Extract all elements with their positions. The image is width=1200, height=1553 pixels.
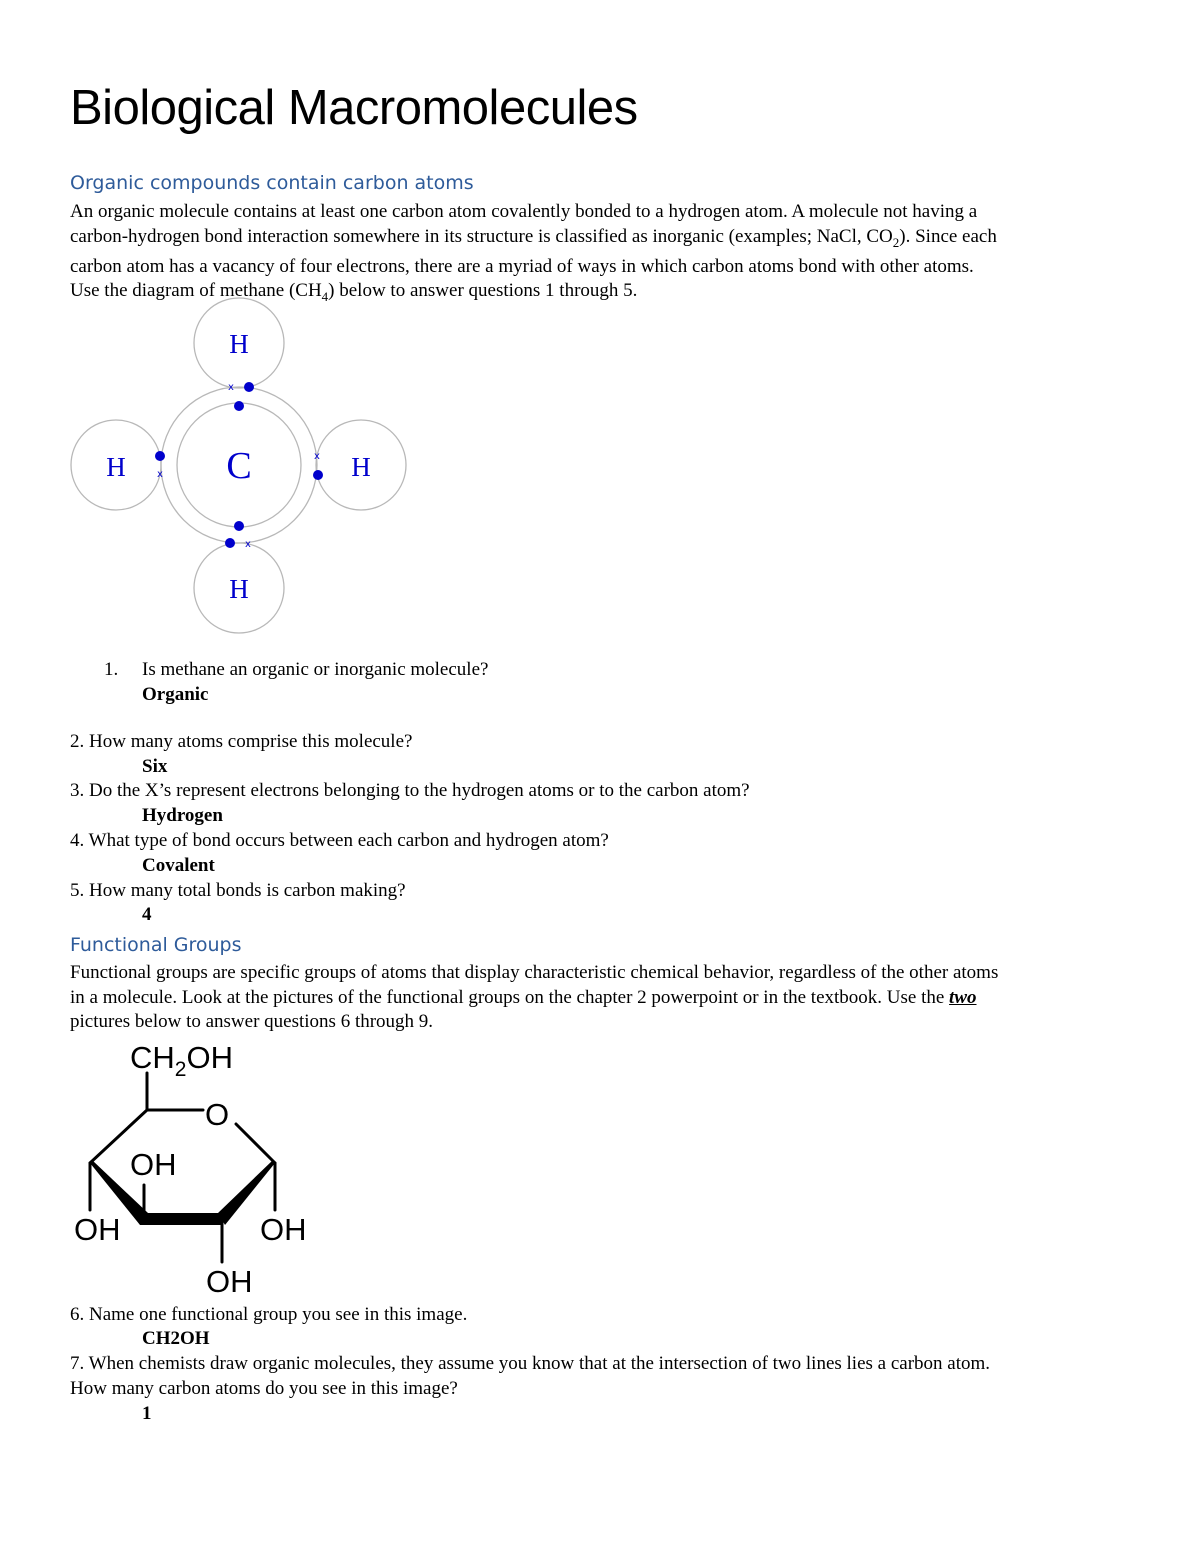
section-heading-functional-groups: Functional Groups xyxy=(70,934,242,956)
section-heading-organic: Organic compounds contain carbon atoms xyxy=(70,172,474,194)
methane-diagram xyxy=(60,295,420,640)
carbon-electron-bottom-outer xyxy=(225,538,235,548)
hydrogen-electron-x-bottom: x xyxy=(245,539,251,550)
intro-line-1: An organic molecule contains at least one carbon atom covalently bonded to a hydrogen atom. A molecule not having a xyxy=(70,201,978,222)
carbon-electron-bottom-inner xyxy=(234,521,244,531)
carbon-electron-right xyxy=(313,470,323,480)
question-6-answer: CH2OH xyxy=(142,1328,210,1349)
label-ch2oh: $CH_2OH$ xyxy=(130,1040,233,1081)
question-5-answer: 4 xyxy=(142,904,152,925)
question-5-text: 5. How many total bonds is carbon making? xyxy=(70,880,406,901)
carbon-electron-top-outer xyxy=(244,382,254,392)
hydrogen-label-bottom: H xyxy=(229,574,249,604)
question-2-answer: Six xyxy=(142,756,168,777)
label-oh-bottom: OH xyxy=(206,1264,253,1298)
intro-line-3: carbon atom has a vacancy of four electrons, there are a myriad of ways in which carbon atoms bond with other atoms. xyxy=(70,255,974,277)
hydrogen-label-left: H xyxy=(106,452,126,482)
fg-line-2: in a molecule. Look at the pictures of the functional groups on the chapter 2 powerpoint or in the textbook. Use the two xyxy=(70,986,977,1008)
functional-groups-paragraph xyxy=(70,961,1160,1035)
intro-line-4: Use the diagram of methane $(CH_4)$ below to answer questions 1 through 5. xyxy=(70,280,638,305)
intro-line-2: carbon-hydrogen bond interaction somewhere in its structure is classified as inorganic (examples; NaCl, $CO_2$). Since each xyxy=(70,225,997,250)
question-2-text: 2. How many atoms comprise this molecule? xyxy=(70,731,413,752)
question-3-text: 3. Do the X’s represent electrons belonging to the hydrogen atoms or to the carbon atom? xyxy=(70,780,750,801)
bond-bold-bottom xyxy=(140,1213,223,1225)
question-7-answer: 1 xyxy=(142,1403,152,1424)
fg-line-1: Functional groups are specific groups of atoms that display characteristic chemical behavior, regardless of the other atoms xyxy=(70,962,999,983)
question-1-number: 1. xyxy=(104,659,119,680)
question-3-answer: Hydrogen xyxy=(142,805,223,826)
carbon-electron-left xyxy=(155,451,165,461)
question-4-answer: Covalent xyxy=(142,855,215,876)
question-4-text: 4. What type of bond occurs between each carbon and hydrogen atom? xyxy=(70,830,609,851)
question-6-text: 6. Name one functional group you see in this image. xyxy=(70,1304,468,1325)
emphasis-two: two xyxy=(949,986,977,1008)
question-1-answer: Organic xyxy=(142,684,209,705)
hydrogen-label-right: H xyxy=(351,452,371,482)
label-oh-left: OH xyxy=(74,1212,121,1247)
carbon-label: C xyxy=(226,445,252,487)
page-title: Biological Macromolecules xyxy=(70,81,638,135)
hydrogen-electron-x-left: x xyxy=(157,469,163,480)
hydrogen-electron-x-right: x xyxy=(314,451,320,462)
question-7-text-line-2: How many carbon atoms do you see in this image? xyxy=(70,1378,458,1399)
carbon-electron-top-inner xyxy=(234,401,244,411)
hydrogen-electron-x-top: x xyxy=(228,382,234,393)
fg-line-3: pictures below to answer questions 6 through 9. xyxy=(70,1011,434,1032)
question-7-text: 7. When chemists draw organic molecules, they assume you know that at the intersection of two lines lies a carbon atom. xyxy=(70,1353,991,1374)
label-oh-right: OH xyxy=(260,1212,307,1247)
intro-paragraph xyxy=(70,200,1140,310)
label-oh-inner: OH xyxy=(130,1147,177,1182)
bond-o-c1 xyxy=(236,1124,275,1163)
hydrogen-label-top: H xyxy=(229,329,249,359)
label-ring-oxygen: O xyxy=(205,1097,230,1132)
question-1-text: Is methane an organic or inorganic molecule? xyxy=(142,659,489,680)
glucose-diagram xyxy=(70,1036,325,1298)
